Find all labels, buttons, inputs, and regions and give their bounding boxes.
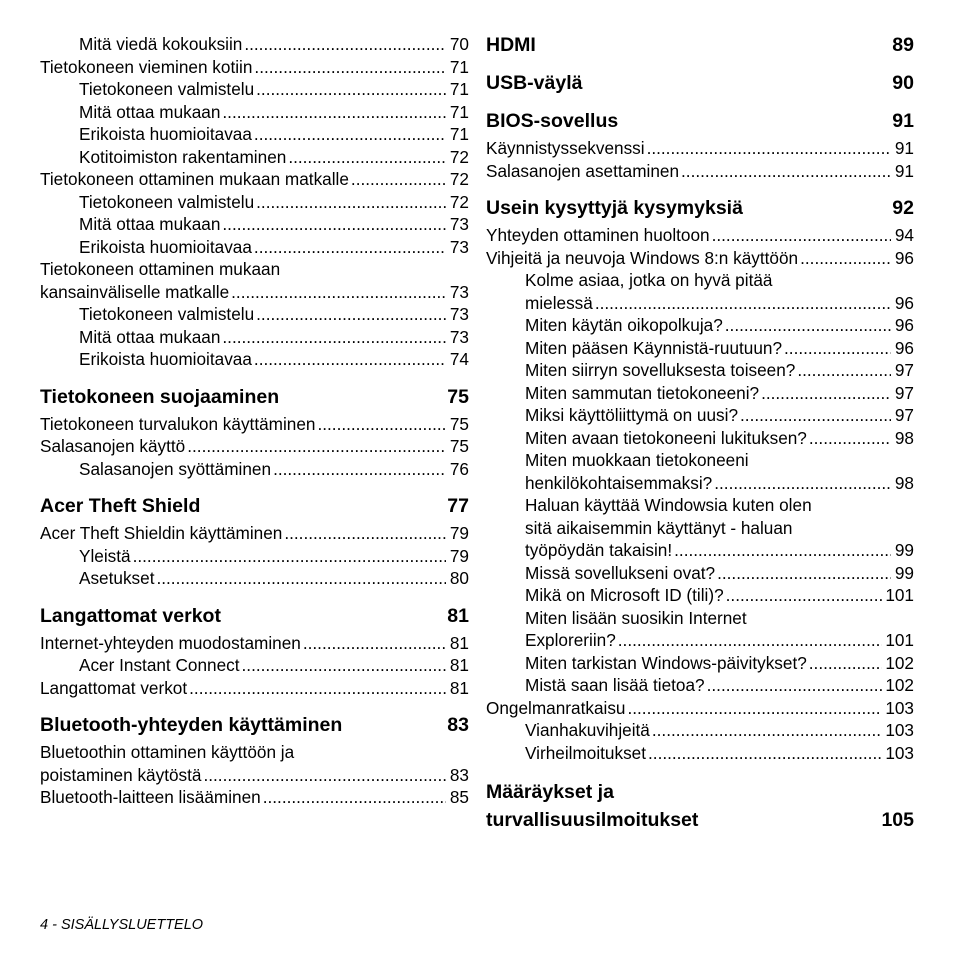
toc-left-column: [40, 33, 469, 809]
entry-title: Miten käytän oikopolkuja?: [525, 315, 723, 335]
entry-page-number: 91: [894, 138, 914, 158]
entry-title: Käynnistyssekvenssi: [486, 138, 645, 158]
entry-page-number: 99: [894, 562, 914, 583]
entry-title: Haluan käyttää Windowsia kuten olen: [525, 495, 812, 515]
entry-page-number: 97: [894, 382, 914, 403]
section-page-number: 75: [447, 385, 469, 408]
dot-leader: [707, 674, 883, 697]
entry-title: Kolme asiaa, jotka on hyvä pitää: [525, 270, 773, 290]
toc-entry[interactable]: [40, 33, 469, 56]
dot-leader: [231, 281, 446, 304]
section-page-number: 105: [881, 809, 914, 831]
dot-leader: [652, 719, 882, 742]
toc-section-heading[interactable]: [40, 385, 469, 409]
entry-page-number: 72: [449, 146, 469, 167]
dot-leader: [244, 33, 446, 56]
toc-entry[interactable]: [40, 123, 469, 146]
dot-leader: [714, 472, 891, 495]
entry-page-number: 97: [894, 405, 914, 425]
entry-title: Mitä ottaa mukaan: [79, 326, 221, 347]
toc-section-heading[interactable]: [486, 109, 914, 133]
toc-entry[interactable]: [40, 413, 469, 436]
entry-page-number: 70: [449, 34, 469, 54]
entry-title: Asetukset: [79, 568, 155, 588]
entry-page-number: 91: [894, 160, 914, 181]
toc-entry[interactable]: [486, 472, 914, 495]
toc-entry[interactable]: [486, 652, 914, 675]
dot-leader: [740, 404, 891, 427]
entry-page-number: 73: [449, 281, 469, 302]
dot-leader: [681, 160, 891, 183]
entry-title: Miksi käyttöliittymä on uusi?: [525, 405, 739, 425]
entry-page-number: 71: [449, 101, 469, 122]
dot-leader: [256, 191, 446, 214]
section-page-number: 81: [447, 604, 469, 627]
entry-page-number: 101: [885, 585, 914, 605]
entry-title: Salasanojen syöttäminen: [79, 458, 272, 479]
toc-entry[interactable]: [40, 764, 469, 787]
dot-leader: [761, 382, 891, 405]
section-title-line: [486, 778, 914, 806]
dot-leader: [647, 137, 891, 160]
entry-page-number: 75: [449, 413, 469, 434]
entry-title: Miten avaan tietokoneeni lukituksen?: [525, 427, 807, 448]
entry-page-number: 73: [449, 236, 469, 257]
entry-page-number: 103: [885, 742, 914, 763]
entry-title: Kotitoimiston rakentaminen: [79, 146, 287, 167]
entry-page-number: 80: [449, 568, 469, 588]
dot-leader: [189, 677, 446, 700]
entry-page-number: 71: [449, 56, 469, 77]
dot-leader: [800, 247, 891, 270]
entry-title: Langattomat verkot: [40, 677, 188, 698]
entry-page-number: 79: [449, 545, 469, 566]
toc-section-heading[interactable]: [40, 604, 469, 628]
toc-entry[interactable]: [486, 359, 914, 382]
entry-title: Salasanojen asettaminen: [486, 160, 680, 181]
entry-title: Miten pääsen Käynnistä-ruutuun?: [525, 337, 783, 358]
entry-title: Exploreriin?: [525, 630, 616, 650]
toc-section-heading[interactable]: [486, 33, 914, 57]
toc-entry-line: [486, 449, 914, 472]
entry-page-number: 79: [449, 523, 469, 543]
toc-section-heading[interactable]: [486, 71, 914, 95]
toc-entry-line: [486, 494, 914, 517]
toc-entry[interactable]: [40, 567, 469, 590]
entry-page-number: 81: [449, 677, 469, 698]
toc-entry[interactable]: [486, 629, 914, 652]
section-title: turvallisuusilmoitukset: [486, 809, 699, 831]
entry-page-number: 71: [449, 124, 469, 144]
dot-leader: [717, 562, 891, 585]
dot-leader: [797, 359, 891, 382]
toc-entry[interactable]: [40, 632, 469, 655]
dot-leader: [674, 539, 891, 562]
toc-entry[interactable]: [486, 719, 914, 742]
toc-entry[interactable]: [486, 697, 914, 720]
dot-leader: [618, 629, 883, 652]
entry-title: Acer Theft Shieldin käyttäminen: [40, 523, 283, 543]
section-page-number: 89: [892, 34, 914, 56]
entry-page-number: 96: [894, 337, 914, 358]
entry-title: Miten siirryn sovelluksesta toiseen?: [525, 360, 796, 380]
section-title: Acer Theft Shield: [40, 495, 201, 517]
toc-entry[interactable]: [486, 247, 914, 270]
dot-leader: [256, 303, 446, 326]
section-title: Usein kysyttyjä kysymyksiä: [486, 197, 743, 219]
dot-leader: [273, 458, 446, 481]
entry-title: Ongelmanratkaisu: [486, 697, 626, 718]
toc-section-heading[interactable]: [486, 778, 914, 834]
toc-section-heading[interactable]: [486, 196, 914, 220]
entry-title: kansainväliselle matkalle: [40, 281, 230, 302]
section-page-number: 92: [892, 197, 914, 219]
entry-title: sitä aikaisemmin käyttänyt - haluan: [525, 517, 793, 538]
entry-title: Internet-yhteyden muodostaminen: [40, 632, 301, 653]
entry-page-number: 76: [449, 458, 469, 479]
toc-entry-line: [486, 517, 914, 540]
dot-leader: [595, 292, 891, 315]
dot-leader: [222, 101, 446, 124]
dot-leader: [203, 764, 446, 787]
entry-title: Vianhakuvihjeitä: [525, 720, 650, 740]
entry-title: Mistä saan lisää tietoa?: [525, 675, 705, 695]
entry-title: Erikoista huomioitavaa: [79, 349, 252, 369]
toc-entry[interactable]: [40, 236, 469, 259]
entry-page-number: 73: [449, 214, 469, 234]
entry-title: Miten sammutan tietokoneeni?: [525, 382, 760, 403]
page-footer: 4 - SISÄLLYSLUETTELO: [40, 917, 204, 933]
toc-section-heading[interactable]: [40, 713, 469, 737]
entry-page-number: 97: [894, 360, 914, 380]
toc-entry[interactable]: [40, 303, 469, 326]
toc-right-column: [486, 33, 914, 838]
entry-page-number: 96: [894, 315, 914, 335]
entry-title: Tietokoneen valmistelu: [79, 304, 255, 324]
toc-entry[interactable]: [40, 213, 469, 236]
toc-entry[interactable]: [486, 160, 914, 183]
toc-entry-line: [40, 258, 469, 281]
dot-leader: [288, 146, 446, 169]
section-title: Bluetooth-yhteyden käyttäminen: [40, 714, 343, 736]
dot-leader: [284, 522, 446, 545]
toc-entry[interactable]: [40, 348, 469, 371]
dot-leader: [254, 348, 446, 371]
entry-title: Tietokoneen vieminen kotiin: [40, 56, 253, 77]
entry-page-number: 85: [449, 787, 469, 807]
toc-entry[interactable]: [486, 584, 914, 607]
dot-leader: [712, 224, 891, 247]
entry-page-number: 102: [885, 675, 914, 695]
dot-leader: [222, 326, 446, 349]
section-title: BIOS-sovellus: [486, 110, 619, 132]
entry-title: Miten tarkistan Windows-päivitykset?: [525, 652, 807, 673]
entry-page-number: 71: [449, 79, 469, 99]
toc-entry[interactable]: [486, 404, 914, 427]
entry-title: mielessä: [525, 292, 593, 313]
section-page-number: 77: [447, 495, 469, 517]
toc-entry[interactable]: [40, 458, 469, 481]
entry-page-number: 72: [449, 191, 469, 212]
entry-title: Miten muokkaan tietokoneeni: [525, 450, 749, 470]
entry-title: Missä sovellukseni ovat?: [525, 562, 716, 583]
toc-entry[interactable]: [40, 545, 469, 568]
toc-entry[interactable]: [40, 101, 469, 124]
dot-leader: [351, 168, 446, 191]
entry-title: Tietokoneen ottaminen mukaan: [40, 259, 281, 279]
entry-page-number: 102: [885, 652, 914, 673]
entry-title: Virheilmoitukset: [525, 742, 647, 763]
dot-leader: [726, 584, 883, 607]
section-title: USB-väylä: [486, 72, 583, 94]
toc-entry[interactable]: [486, 292, 914, 315]
toc-entry[interactable]: [40, 191, 469, 214]
entry-title: Tietokoneen ottaminen mukaan matkalle: [40, 169, 349, 189]
toc-section-heading[interactable]: [40, 494, 469, 518]
dot-leader: [187, 435, 446, 458]
entry-page-number: 94: [894, 225, 914, 245]
entry-title: Erikoista huomioitavaa: [79, 236, 252, 257]
toc-entry[interactable]: [486, 427, 914, 450]
toc-entry[interactable]: [486, 539, 914, 562]
entry-title: Bluetooth-laitteen lisääminen: [40, 787, 261, 807]
toc-entry[interactable]: [486, 742, 914, 765]
section-title: Langattomat verkot: [40, 604, 221, 627]
toc-entry-line: [486, 269, 914, 292]
toc-entry[interactable]: [40, 654, 469, 677]
toc-entry[interactable]: [486, 137, 914, 160]
entry-page-number: 99: [894, 540, 914, 560]
entry-page-number: 83: [449, 764, 469, 785]
dot-leader: [242, 654, 446, 677]
entry-title: Yleistä: [79, 545, 131, 566]
toc-entry[interactable]: [40, 168, 469, 191]
section-title: HDMI: [486, 34, 536, 56]
section-title-line: [486, 806, 914, 834]
toc-entry[interactable]: [40, 146, 469, 169]
toc-entry[interactable]: [40, 786, 469, 809]
dot-leader: [809, 652, 883, 675]
dot-leader: [254, 236, 446, 259]
entry-title: Mitä ottaa mukaan: [79, 214, 221, 234]
entry-page-number: 74: [449, 349, 469, 369]
dot-leader: [263, 786, 446, 809]
entry-title: Miten lisään suosikin Internet: [525, 607, 747, 628]
dot-leader: [254, 56, 446, 79]
entry-page-number: 98: [894, 427, 914, 448]
dot-leader: [317, 413, 446, 436]
dot-leader: [627, 697, 882, 720]
entry-page-number: 73: [449, 304, 469, 324]
entry-title: Acer Instant Connect: [79, 655, 240, 675]
entry-title: Mitä ottaa mukaan: [79, 101, 221, 122]
toc-entry-line: [486, 607, 914, 630]
toc-entry[interactable]: [486, 562, 914, 585]
entry-page-number: 103: [885, 697, 914, 718]
dot-leader: [222, 213, 446, 236]
entry-page-number: 72: [449, 169, 469, 189]
toc-entry[interactable]: [40, 56, 469, 79]
entry-page-number: 103: [885, 720, 914, 740]
dot-leader: [784, 337, 891, 360]
section-page-number: 90: [892, 72, 914, 94]
entry-page-number: 96: [894, 247, 914, 268]
entry-title: Tietokoneen turvalukon käyttäminen: [40, 413, 316, 434]
section-title: Tietokoneen suojaaminen: [40, 385, 280, 408]
entry-title: Mitä viedä kokouksiin: [79, 34, 243, 54]
dot-leader: [725, 314, 891, 337]
section-page-number: 83: [447, 714, 469, 736]
entry-title: henkilökohtaisemmaksi?: [525, 472, 713, 493]
entry-title: Tietokoneen valmistelu: [79, 79, 255, 99]
entry-title: Bluetoothin ottaminen käyttöön ja: [40, 742, 295, 762]
toc-entry[interactable]: [486, 314, 914, 337]
entry-page-number: 81: [449, 655, 469, 675]
entry-page-number: 98: [894, 472, 914, 493]
entry-title: poistaminen käytöstä: [40, 764, 202, 785]
dot-leader: [303, 632, 446, 655]
toc-entry[interactable]: [40, 281, 469, 304]
toc-entry[interactable]: [486, 337, 914, 360]
entry-title: Vihjeitä ja neuvoja Windows 8:n käyttöön: [486, 247, 799, 268]
toc-entry[interactable]: [40, 522, 469, 545]
entry-title: Erikoista huomioitavaa: [79, 124, 252, 144]
entry-page-number: 101: [885, 630, 914, 650]
dot-leader: [809, 427, 891, 450]
dot-leader: [254, 123, 446, 146]
toc-entry[interactable]: [40, 677, 469, 700]
toc-entry-line: [40, 741, 469, 764]
entry-title: työpöydän takaisin!: [525, 540, 673, 560]
section-page-number: 91: [892, 110, 914, 132]
dot-leader: [648, 742, 882, 765]
entry-page-number: 96: [894, 292, 914, 313]
toc-entry[interactable]: [40, 435, 469, 458]
section-title: Määräykset ja: [486, 781, 614, 803]
dot-leader: [133, 545, 446, 568]
entry-page-number: 73: [449, 326, 469, 347]
toc-entry[interactable]: [486, 224, 914, 247]
toc-entry[interactable]: [40, 78, 469, 101]
entry-title: Mikä on Microsoft ID (tili)?: [525, 585, 724, 605]
toc-entry[interactable]: [486, 674, 914, 697]
entry-title: Yhteyden ottaminen huoltoon: [486, 225, 710, 245]
entry-page-number: 81: [449, 632, 469, 653]
entry-page-number: 75: [449, 436, 469, 456]
dot-leader: [256, 78, 446, 101]
entry-title: Salasanojen käyttö: [40, 436, 186, 456]
dot-leader: [156, 567, 446, 590]
entry-title: Tietokoneen valmistelu: [79, 191, 255, 212]
toc-entry[interactable]: [486, 382, 914, 405]
toc-entry[interactable]: [40, 326, 469, 349]
